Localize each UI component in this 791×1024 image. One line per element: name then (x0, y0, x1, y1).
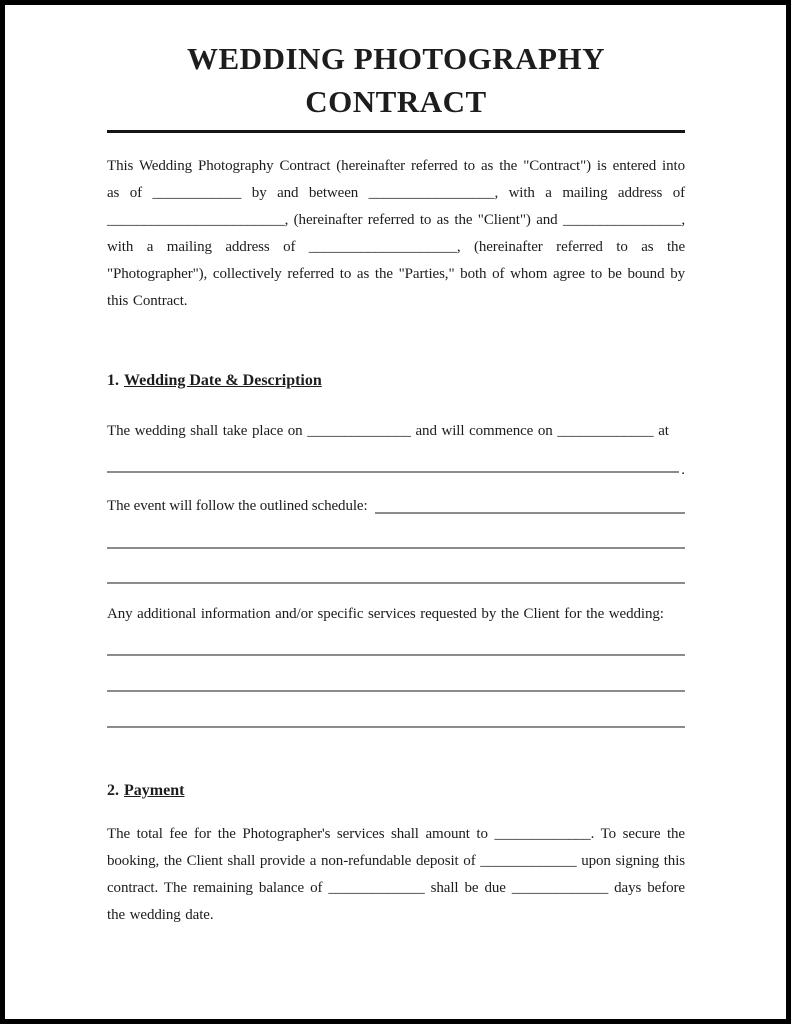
wedding-date-sentence: The wedding shall take place on ______________ and will commence on _____________ at (107, 423, 669, 439)
section-1-title: Wedding Date & Description (124, 372, 322, 389)
page-title: WEDDING PHOTOGRAPHY CONTRACT (187, 41, 605, 119)
ruled-line (107, 547, 685, 549)
location-blank-row (107, 462, 685, 478)
schedule-row (107, 496, 685, 516)
section-2-number: 2. (107, 782, 119, 799)
section-2-heading (107, 780, 685, 802)
section-wedding-date (107, 370, 685, 728)
additional-info-label: Any additional information and/or specific services requested by the Client for the wedding: (107, 606, 664, 622)
ruled-line (107, 726, 685, 728)
intro-paragraph: This Wedding Photography Contract (hereinafter referred to as the "Contract") is entered into as of ____________ by and between _________________, with a mailing address of ________________________, (hereinafter referred to as the "Client") and ________________, with a mailing address of ____________________, (hereinafter referred to as the "Photographer"), collectively referred to as the "Parties," both of whom agree to be bound by this Contract. (107, 158, 685, 309)
section-1-number: 1. (107, 372, 119, 389)
schedule-blank-line (375, 512, 685, 514)
contract-document (5, 5, 786, 1019)
ruled-line (107, 690, 685, 692)
section-1-heading (107, 370, 685, 392)
ruled-line (107, 654, 685, 656)
payment-paragraph: The total fee for the Photographer's services shall amount to _____________. To secure the booking, the Client shall provide a non-refundable deposit of _____________ upon signing this contract. The remaining balance of _____________ shall be due _____________ days before the wedding date. (107, 826, 685, 923)
location-sentence-period: . (681, 462, 685, 478)
title-divider-rule (107, 130, 685, 133)
section-2-title: Payment (124, 782, 185, 799)
location-blank-line (107, 471, 679, 473)
ruled-line (107, 582, 685, 584)
section-payment (107, 780, 685, 929)
schedule-label: The event will follow the outlined schedule: (107, 498, 368, 514)
